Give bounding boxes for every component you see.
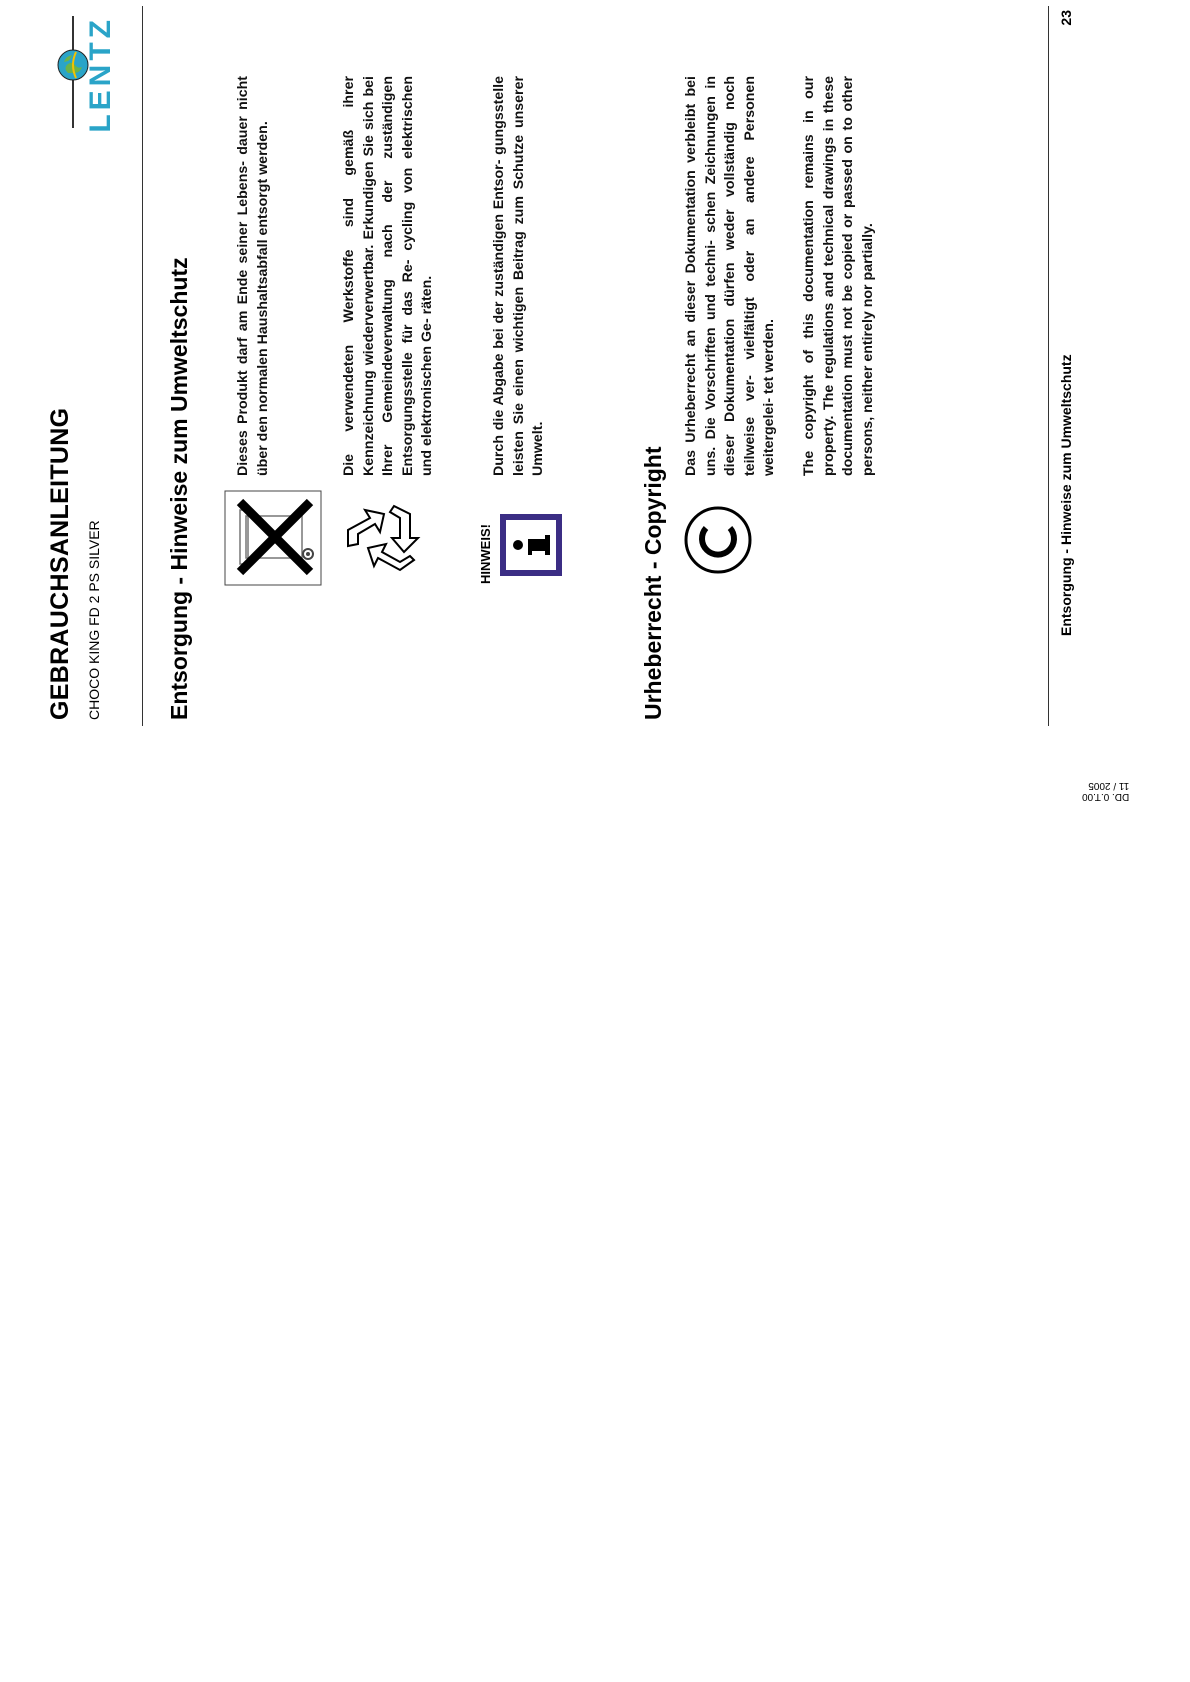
document-title: GEBRAUCHSANLEITUNG: [46, 407, 74, 720]
copyright-paragraph-de: Das Urheberrecht an dieser Dokumentation verbleibt bei uns. Die Vorschriften und techni- schen Zeichnungen in dieser Dokumentation dürfen weder vollständig noch teilweise ver- vielfältigt oder an andere Personen weitergelei- tet werden.: [683, 76, 777, 476]
document-sheet: [42, 6, 1082, 726]
hint-label: HINWEIS!: [478, 524, 493, 584]
disposal-paragraph-3: Durch die Abgabe bei der zuständigen Entsor- gungsstelle leisten Sie einen wichtigen Beitrag zum Schutze unserer Umwelt.: [491, 76, 546, 476]
header-rule: [142, 6, 143, 726]
disposal-paragraph-1: Dieses Produkt darf am Ende seiner Lebens- dauer nicht über den normalen Haushaltsabfall entsorgt werden.: [235, 76, 271, 476]
page-number: 23: [1058, 10, 1074, 26]
footer-rule: [1048, 6, 1049, 726]
crossed-bin-icon: [224, 490, 322, 586]
copyright-paragraph-en: The copyright of this documentation remains in our property. The regulations and technical drawings in these documentation must not be copied or passed on to other persons, neither entirely nor partially.: [801, 76, 876, 476]
footer-section: Entsorgung - Hinweise zum Umweltschutz: [1058, 354, 1074, 636]
document-code: [1082, 780, 1129, 802]
product-name: CHOCO KING FD 2 PS SILVER: [86, 520, 102, 720]
document-code-line-2: 11 / 2005: [1088, 780, 1130, 791]
lentz-logo: [44, 16, 134, 136]
info-icon: [500, 514, 562, 576]
document-code-line-1: DD. 0.T.00: [1082, 791, 1130, 802]
logo-wordmark: LENTZ: [84, 16, 117, 133]
copyright-icon: [682, 504, 754, 576]
disposal-heading: Entsorgung - Hinweise zum Umweltschutz: [166, 257, 192, 720]
disposal-paragraph-2: Die verwendeten Werkstoffe sind gemäß ihrer Kennzeichnung wiederverwertbar. Erkundigen Sie sich bei Ihrer Gemeindeverwaltung nach der zuständigen Entsorgungsstelle für das Re- cycling von elektrischen und elektronischen Ge- räten.: [341, 76, 435, 476]
recycle-icon: [334, 490, 430, 586]
copyright-heading: Urheberrecht - Copyright: [640, 446, 666, 720]
